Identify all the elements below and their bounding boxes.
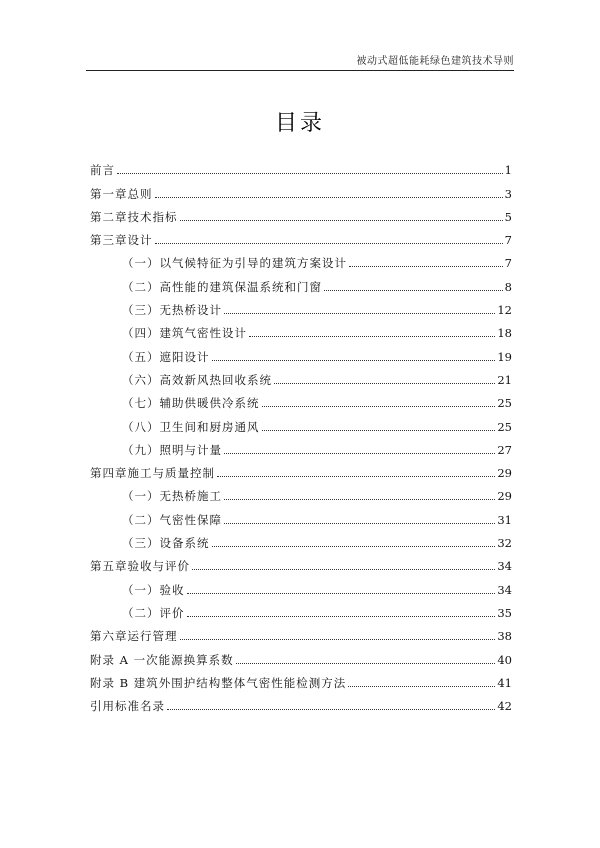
toc-dot-leader <box>180 639 496 640</box>
toc-entry-page-number: 3 <box>504 186 512 201</box>
toc-entry[interactable] <box>90 270 512 293</box>
toc-entry-page-number: 41 <box>497 675 512 690</box>
toc-entry-label: 第四章施工与质量控制 <box>90 466 215 481</box>
toc-entry-label: （一）验收 <box>122 582 185 597</box>
toc-entry-label: （六）高效新风热回收系统 <box>122 372 272 387</box>
toc-entry[interactable] <box>90 527 512 550</box>
toc-dot-leader <box>324 290 503 291</box>
toc-entry[interactable] <box>90 457 512 480</box>
toc-entry-page-number: 38 <box>497 629 512 644</box>
toc-dot-leader <box>224 499 495 500</box>
toc-dot-leader <box>224 313 495 314</box>
toc-entry-page-number: 5 <box>504 209 512 224</box>
toc-dot-leader <box>212 546 496 547</box>
toc-entry-label: （三）无热桥设计 <box>122 303 222 318</box>
toc-entry-page-number: 40 <box>497 652 512 667</box>
toc-entry-page-number: 34 <box>497 582 512 597</box>
toc-entry-label: （七）辅助供暖供冷系统 <box>122 396 260 411</box>
toc-entry[interactable] <box>90 620 512 643</box>
toc-entry-label: 第二章技术指标 <box>90 209 178 224</box>
toc-dot-leader <box>262 430 496 431</box>
toc-dot-leader <box>155 243 503 244</box>
toc-entry[interactable] <box>90 340 512 363</box>
toc-dot-leader <box>192 569 495 570</box>
toc-entry-label: （五）遮阳设计 <box>122 349 210 364</box>
toc-dot-leader <box>167 709 495 710</box>
toc-entry[interactable] <box>90 317 512 340</box>
toc-dot-leader <box>224 523 495 524</box>
toc-dot-leader <box>349 266 503 267</box>
toc-entry[interactable] <box>90 177 512 200</box>
toc-entry-page-number: 21 <box>497 372 512 387</box>
toc-dot-leader <box>274 383 495 384</box>
toc-entry[interactable] <box>90 201 512 224</box>
toc-entry[interactable] <box>90 503 512 526</box>
toc-entry[interactable] <box>90 597 512 620</box>
page-header <box>86 52 514 71</box>
toc-dot-leader <box>217 476 495 477</box>
toc-dot-leader <box>236 663 496 664</box>
toc-entry-label: （四）建筑气密性设计 <box>122 326 247 341</box>
toc-entry-page-number: 32 <box>497 536 512 551</box>
toc-entry-label: 第五章验收与评价 <box>90 559 190 574</box>
toc-entry-page-number: 7 <box>504 256 512 271</box>
page-title: 目录 <box>274 111 325 136</box>
toc-entry-label: 附录 A 一次能源换算系数 <box>90 652 234 667</box>
toc-entry[interactable] <box>90 550 512 573</box>
toc-entry-label: 附录 B 建筑外围护结构整体气密性能检测方法 <box>90 675 347 690</box>
toc-dot-leader <box>180 220 503 221</box>
toc-dot-leader <box>224 453 495 454</box>
toc-entry-page-number: 35 <box>497 605 512 620</box>
toc-entry-label: 第三章设计 <box>90 233 153 248</box>
toc-entry-page-number: 18 <box>497 326 512 341</box>
toc-entry[interactable] <box>90 410 512 433</box>
toc-entry-page-number: 27 <box>497 442 512 457</box>
header-text: 被动式超低能耗绿色建筑技术导则 <box>356 56 514 67</box>
toc-entry-page-number: 29 <box>497 489 512 504</box>
toc-entry-label: （二）气密性保障 <box>122 512 222 527</box>
toc-entry-label: （二）评价 <box>122 605 185 620</box>
toc-entry-page-number: 7 <box>504 233 512 248</box>
toc-dot-leader <box>262 406 496 407</box>
toc-dot-leader <box>212 360 496 361</box>
toc-entry-label: （三）设备系统 <box>122 536 210 551</box>
toc-entry-label: （一）无热桥施工 <box>122 489 222 504</box>
toc-entry-label: （一）以气候特征为引导的建筑方案设计 <box>122 256 347 271</box>
toc-entry-page-number: 42 <box>497 699 512 714</box>
toc-entry-page-number: 29 <box>497 466 512 481</box>
toc-entry[interactable] <box>90 643 512 666</box>
toc-entry-label: （二）高性能的建筑保温系统和门窗 <box>122 279 322 294</box>
toc-entry[interactable] <box>90 294 512 317</box>
toc-dot-leader <box>187 593 496 594</box>
toc-entry-page-number: 19 <box>497 349 512 364</box>
toc-entry[interactable] <box>90 247 512 270</box>
toc-entry-label: 前言 <box>90 163 115 178</box>
toc-dot-leader <box>249 336 495 337</box>
toc-entry-page-number: 31 <box>497 512 512 527</box>
toc-entry-page-number: 25 <box>497 419 512 434</box>
toc-entry[interactable] <box>90 434 512 457</box>
table-of-contents <box>90 154 512 713</box>
toc-entry-page-number: 12 <box>497 303 512 318</box>
toc-entry-label: 引用标准名录 <box>90 699 165 714</box>
toc-entry-page-number: 34 <box>497 559 512 574</box>
toc-entry-label: （八）卫生间和厨房通风 <box>122 419 260 434</box>
toc-entry[interactable] <box>90 667 512 690</box>
toc-entry[interactable] <box>90 364 512 387</box>
toc-entry[interactable] <box>90 387 512 410</box>
toc-entry[interactable] <box>90 573 512 596</box>
toc-dot-leader <box>117 173 503 174</box>
toc-entry[interactable] <box>90 480 512 503</box>
toc-entry[interactable] <box>90 690 512 713</box>
toc-dot-leader <box>348 686 495 687</box>
toc-entry-label: 第六章运行管理 <box>90 629 178 644</box>
toc-entry-page-number: 1 <box>504 163 512 178</box>
toc-entry-label: 第一章总则 <box>90 186 153 201</box>
toc-entry[interactable] <box>90 154 512 177</box>
toc-dot-leader <box>187 616 496 617</box>
toc-entry-page-number: 25 <box>497 396 512 411</box>
toc-dot-leader <box>155 197 503 198</box>
toc-entry-page-number: 8 <box>504 279 512 294</box>
toc-entry[interactable] <box>90 224 512 247</box>
toc-entry-label: （九）照明与计量 <box>122 442 222 457</box>
